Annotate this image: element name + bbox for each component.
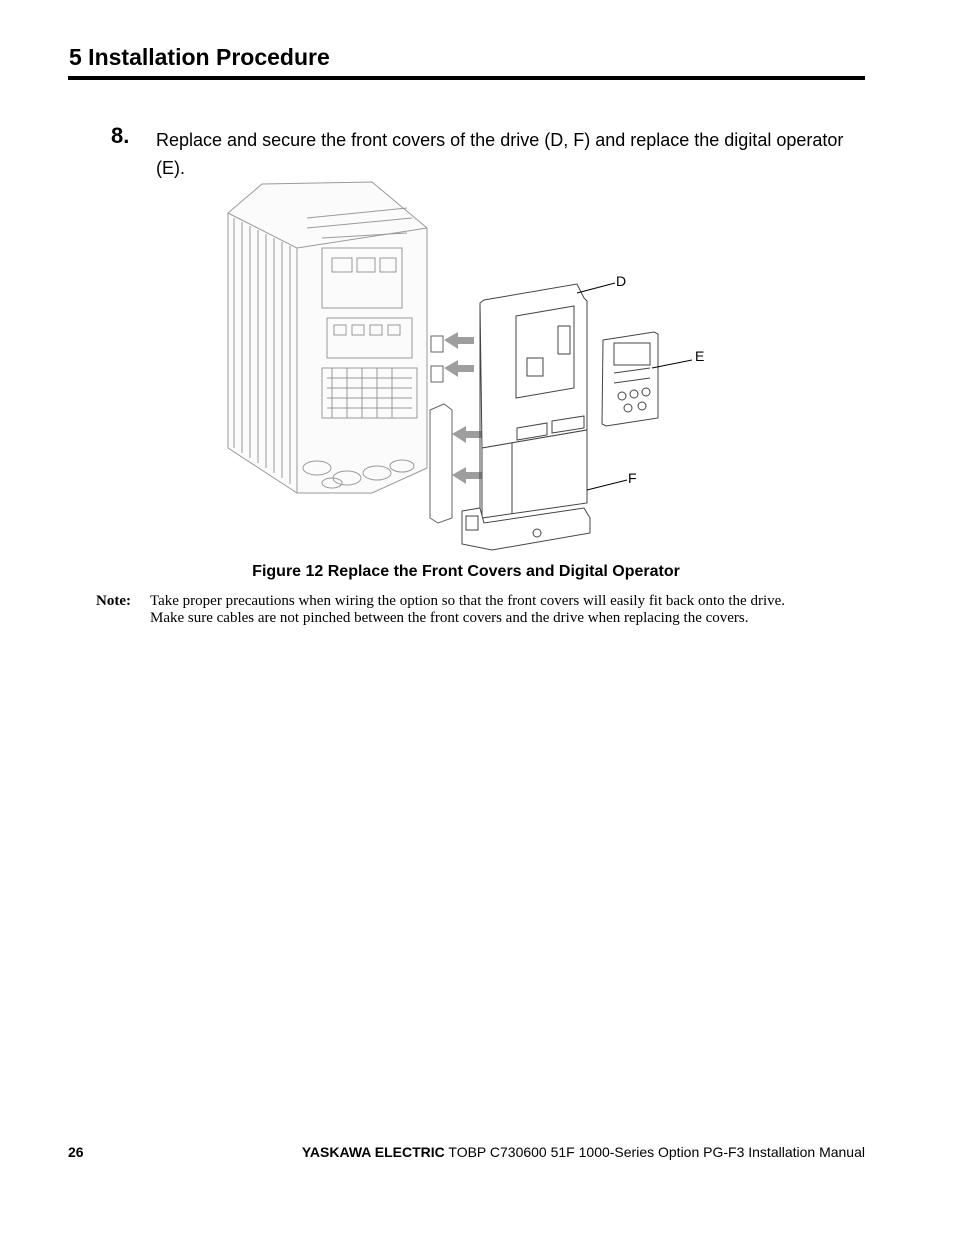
note-text: Take proper precautions when wiring the option so that the front covers will easily fit back onto the drive. Make sure cables are not pinched between the front covers and the drive when replacing the covers.: [150, 593, 786, 626]
front-cover-f: [462, 430, 590, 550]
section-title: 5 Installation Procedure: [69, 44, 330, 70]
callout-e: E: [695, 348, 705, 364]
step-text: Replace and secure the front covers of the drive (D, F) and replace the digital operator (E).: [156, 130, 844, 178]
figure-illustration: [222, 178, 722, 558]
footer-brand: YASKAWA ELECTRIC: [301, 1144, 445, 1160]
note-label: Note:: [96, 593, 131, 609]
footer-doc-title: TOBP C730600 51F 1000-Series Option PG-F3 Installation Manual: [448, 1144, 865, 1160]
drive-body: [228, 182, 427, 493]
title-rule: [68, 76, 865, 80]
footer-document-title: [302, 1144, 865, 1160]
step-number: 8.: [111, 123, 130, 148]
drive-illustration: [222, 178, 722, 558]
callout-d: D: [616, 273, 627, 289]
callout-f: F: [628, 470, 637, 486]
figure-caption: Figure 12 Replace the Front Covers and Digital Operator: [252, 563, 680, 580]
digital-operator-e: [602, 332, 658, 426]
page-number: 26: [68, 1144, 84, 1160]
